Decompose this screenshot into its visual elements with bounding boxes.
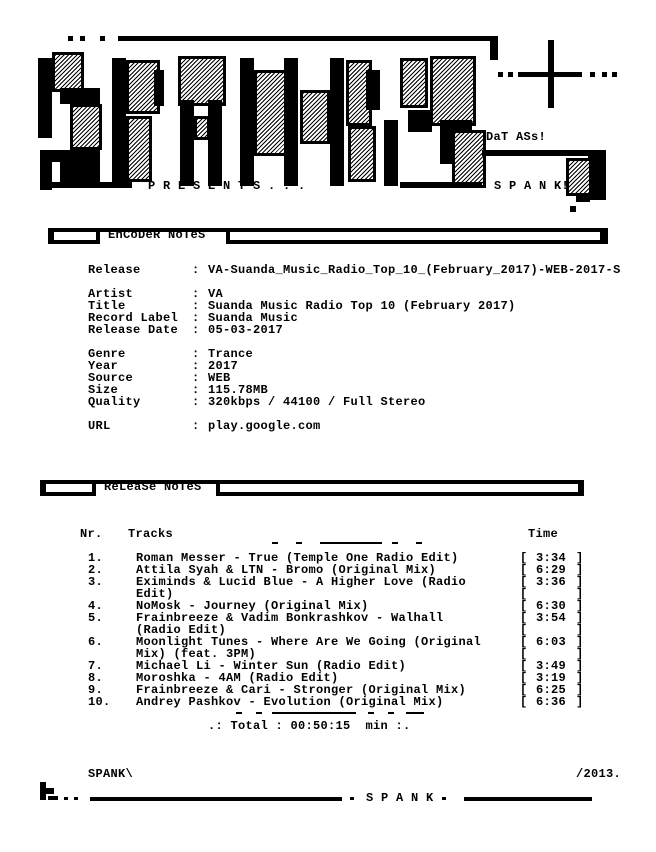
encoder-field-row	[0, 396, 656, 408]
track-time: 6:25	[536, 683, 567, 697]
track-title: Andrey Pashkov - Evolution (Original Mix)	[136, 695, 444, 709]
track-time: 3:49	[536, 659, 567, 673]
field-label: Year	[88, 359, 119, 373]
field-label: Record Label	[88, 311, 179, 325]
field-value: VA	[208, 287, 224, 301]
field-label: Source	[88, 371, 134, 385]
field-separator: :	[192, 347, 200, 361]
track-title: (Radio Edit)	[136, 623, 227, 637]
field-separator: :	[192, 323, 200, 337]
field-value: Suanda Music Radio Top 10 (February 2017)	[208, 299, 516, 313]
track-title: Frainbreeze & Cari - Stronger (Original Mix)	[136, 683, 467, 697]
field-separator: :	[192, 395, 200, 409]
field-value: 2017	[208, 359, 239, 373]
column-nr-header: Nr.	[80, 527, 103, 541]
time-bracket-open: [	[520, 635, 528, 649]
time-bracket-close: ]	[576, 683, 584, 697]
time-bracket-open: [	[520, 611, 528, 625]
field-separator: :	[192, 419, 200, 433]
time-bracket-open: [	[520, 599, 528, 613]
track-number: 6.	[88, 635, 104, 649]
time-bracket-open: [	[520, 695, 528, 709]
field-value: WEB	[208, 371, 231, 385]
track-number: 1.	[88, 551, 104, 565]
track-time: 3:34	[536, 551, 567, 565]
track-time: 3:19	[536, 671, 567, 685]
time-bracket-open: [	[520, 647, 528, 661]
spank-logo	[0, 0, 656, 215]
field-separator: :	[192, 287, 200, 301]
release-notes-title: ReLeaSe NoTeS	[104, 480, 202, 494]
track-row	[0, 696, 656, 708]
field-label: Artist	[88, 287, 134, 301]
time-bracket-open: [	[520, 563, 528, 577]
track-number: 7.	[88, 659, 104, 673]
footer-spank-text: S P A N K	[366, 791, 434, 805]
tagline-text: DaT ASs!	[486, 130, 547, 144]
encoder-field-row	[0, 420, 656, 432]
track-row	[0, 612, 656, 624]
presents-text: P R E S E N T S . . .	[148, 179, 306, 193]
encoder-field-row	[0, 264, 656, 276]
field-label: URL	[88, 419, 111, 433]
field-label: Genre	[88, 347, 126, 361]
field-value: Trance	[208, 347, 254, 361]
track-time: 6:36	[536, 695, 567, 709]
time-bracket-open: [	[520, 659, 528, 673]
time-bracket-close: ]	[576, 659, 584, 673]
field-value: VA-Suanda_Music_Radio_Top_10_(February_2017)-WEB-2017-S	[208, 263, 621, 277]
track-title: Edit)	[136, 587, 174, 601]
field-label: Size	[88, 383, 119, 397]
track-row	[0, 576, 656, 588]
total-duration: .: Total : 00:50:15 min :.	[208, 719, 411, 733]
track-title: Moonlight Tunes - Where Are We Going (Original	[136, 635, 482, 649]
time-bracket-open: [	[520, 575, 528, 589]
track-number: 9.	[88, 683, 104, 697]
spank-small-text: S P A N K!	[494, 179, 570, 193]
track-title: Attila Syah & LTN - Bromo (Original Mix)	[136, 563, 437, 577]
track-number: 8.	[88, 671, 104, 685]
time-bracket-close: ]	[576, 611, 584, 625]
field-separator: :	[192, 383, 200, 397]
encoder-field-row	[0, 324, 656, 336]
field-separator: :	[192, 263, 200, 277]
track-number: 4.	[88, 599, 104, 613]
track-number: 10.	[88, 695, 111, 709]
field-separator: :	[192, 299, 200, 313]
column-tracks-header: Tracks	[128, 527, 174, 541]
time-bracket-close: ]	[576, 575, 584, 589]
encoder-notes-title: EnCoDeR NoTeS	[108, 228, 206, 242]
field-separator: :	[192, 311, 200, 325]
time-bracket-close: ]	[576, 623, 584, 637]
track-title: Eximinds & Lucid Blue - A Higher Love (Radio	[136, 575, 467, 589]
track-title: Mix) (feat. 3PM)	[136, 647, 257, 661]
field-label: Title	[88, 299, 126, 313]
track-time: 6:29	[536, 563, 567, 577]
field-value: play.google.com	[208, 419, 321, 433]
time-bracket-close: ]	[576, 635, 584, 649]
field-value: Suanda Music	[208, 311, 299, 325]
field-label: Release Date	[88, 323, 179, 337]
time-bracket-close: ]	[576, 587, 584, 601]
track-number: 5.	[88, 611, 104, 625]
field-value: 05-03-2017	[208, 323, 284, 337]
track-number: 3.	[88, 575, 104, 589]
track-title: Michael Li - Winter Sun (Radio Edit)	[136, 659, 407, 673]
time-bracket-open: [	[520, 623, 528, 637]
track-number: 2.	[88, 563, 104, 577]
time-bracket-close: ]	[576, 599, 584, 613]
time-bracket-close: ]	[576, 563, 584, 577]
footer-right-year: /2013.	[576, 767, 622, 781]
track-title: Moroshka - 4AM (Radio Edit)	[136, 671, 339, 685]
track-title: Roman Messer - True (Temple One Radio Edit)	[136, 551, 459, 565]
track-title: NoMosk - Journey (Original Mix)	[136, 599, 369, 613]
column-time-header: Time	[528, 527, 559, 541]
track-time: 3:54	[536, 611, 567, 625]
footer-left-signature: SPANK\	[88, 767, 134, 781]
track-time: 3:36	[536, 575, 567, 589]
track-title: Frainbreeze & Vadim Bonkrashkov - Walhall	[136, 611, 444, 625]
track-row	[0, 636, 656, 648]
time-bracket-close: ]	[576, 695, 584, 709]
track-time: 6:30	[536, 599, 567, 613]
time-bracket-open: [	[520, 587, 528, 601]
field-label: Quality	[88, 395, 141, 409]
time-bracket-open: [	[520, 551, 528, 565]
field-separator: :	[192, 359, 200, 373]
time-bracket-close: ]	[576, 647, 584, 661]
time-bracket-open: [	[520, 671, 528, 685]
field-value: 115.78MB	[208, 383, 269, 397]
track-time: 6:03	[536, 635, 567, 649]
time-bracket-close: ]	[576, 551, 584, 565]
time-bracket-close: ]	[576, 671, 584, 685]
field-label: Release	[88, 263, 141, 277]
field-value: 320kbps / 44100 / Full Stereo	[208, 395, 426, 409]
time-bracket-open: [	[520, 683, 528, 697]
field-separator: :	[192, 371, 200, 385]
